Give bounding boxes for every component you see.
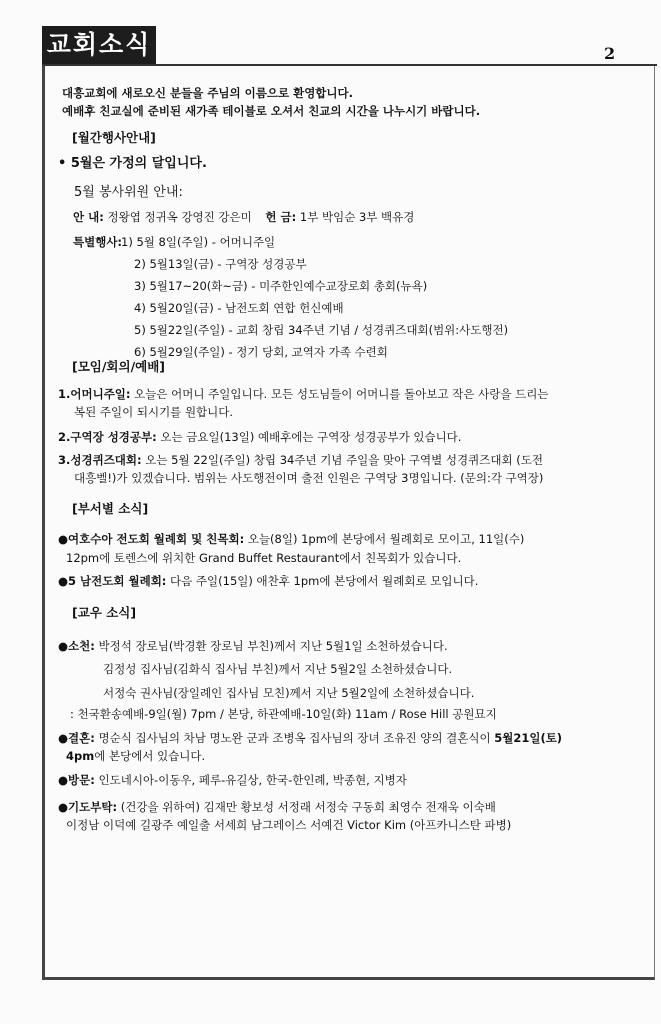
prayer-cont: 이정남 이덕예 길광주 예일출 서세희 남그레이스 서예건 Victor Kim (아프카니스탄 파병) — [66, 818, 512, 832]
department-item-1-text: 오늘(8일) 1pm에 본당에서 월례회로 모이고, 11일(수) — [244, 532, 525, 546]
prayer-notice — [58, 800, 496, 814]
section-heading-members: [교우 소식] — [72, 605, 137, 620]
department-item-2 — [58, 574, 478, 588]
page-title: 교회소식 — [42, 26, 156, 64]
visit-notice — [58, 773, 407, 787]
welcome-line-2: 예배후 친교실에 준비된 새가족 테이블로 오셔서 친교의 시간을 나누시기 바랍니다. — [62, 104, 481, 118]
death-line-2: 김정성 집사님(김화식 집사님 부친)께서 지난 5월2일 소천하셨습니다. — [103, 662, 453, 676]
event-item: 1) 5월 8일(주일) - 어머니주일 — [121, 235, 276, 249]
meeting-item-1-label: 1.어머니주일: — [58, 387, 131, 401]
department-item-2-text: 다음 주일(15일) 애찬후 1pm에 본당에서 월례회로 모입니다. — [166, 574, 479, 588]
department-item-1-cont: 12pm에 토렌스에 위치한 Grand Buffet Restaurant에서 친목회가 있습니다. — [66, 551, 462, 565]
visit-label: ●방문: — [58, 773, 95, 787]
wedding-time: 4pm — [66, 749, 95, 763]
prayer-label: ●기도부탁: — [58, 800, 118, 814]
event-item: 6) 5월29일(주일) - 정기 당회, 교역자 가족 수련회 — [134, 345, 388, 359]
events-label: 특별행사: — [73, 235, 123, 249]
section-heading-monthly: [월간행사안내] — [72, 130, 156, 145]
welcome-line-1: 대흥교회에 새로오신 분들을 주님의 이름으로 환영합니다. — [62, 86, 354, 100]
meeting-item-2 — [58, 430, 461, 444]
guide-names: 정왕엽 정귀옥 강영진 강은미 — [107, 210, 252, 224]
death-line-4: : 천국환송예배-9일(월) 7pm / 본당, 하관예배-10일(화) 11am / Rose Hill 공원묘지 — [70, 707, 497, 721]
wedding-cont — [66, 749, 205, 763]
meeting-item-2-text: 오는 금요일(13일) 예배후에는 구역장 성경공부가 있습니다. — [156, 430, 462, 444]
meeting-item-3-label: 3.성경퀴즈대회: — [58, 453, 142, 467]
death-label: ●소천: — [58, 639, 95, 653]
guide-label: 안 내: — [73, 210, 104, 224]
content-frame — [42, 66, 655, 980]
meeting-item-1-cont: 복된 주일이 되시기를 원합니다. — [74, 405, 234, 419]
meeting-item-3 — [58, 453, 543, 467]
wedding-cont-text: 에 본당에서 있습니다. — [94, 749, 206, 763]
section-heading-departments: [부서별 소식] — [72, 501, 149, 516]
meeting-item-2-label: 2.구역장 성경공부: — [58, 430, 157, 444]
wedding-text: 명순식 집사님의 차남 명노완 군과 조병옥 집사님의 장녀 조유진 양의 결혼식이 — [94, 731, 495, 745]
meeting-item-3-text: 오는 5월 22일(주일) 창립 34주년 기념 주일을 맞아 구역별 성경퀴즈대회 (도전 — [141, 453, 543, 467]
meeting-item-1 — [58, 387, 548, 401]
department-item-1-label: ●여호수아 전도회 월례회 및 친목회: — [58, 532, 245, 546]
event-item: 5) 5월22일(주일) - 교회 창립 34주년 기념 / 성경퀴즈대회(범위:사도행전) — [134, 323, 509, 337]
event-item: 3) 5월17~20(화~금) - 미주한인예수교장로회 총회(뉴욕) — [134, 279, 428, 293]
visit-text: 인도네시아-이동우, 페루-유길상, 한국-한인례, 박종현, 지병자 — [94, 773, 407, 787]
event-item: 4) 5월20일(금) - 남전도회 연합 헌신예배 — [134, 301, 344, 315]
monthly-bullet: • 5월은 가정의 달입니다. — [58, 156, 207, 171]
offering-label: 헌 금: — [265, 210, 297, 224]
meeting-item-3-cont: 대흥벨!)가 있겠습니다. 범위는 사도행전이며 출전 인원은 구역당 3명입니다. (문의:각 구역장) — [74, 471, 544, 485]
offering-names: 1부 박임순 3부 백유경 — [299, 210, 415, 224]
event-item: 2) 5월13일(금) - 구역장 성경공부 — [134, 257, 307, 271]
death-line-1: 박정석 장로님(박경환 장로님 부친)께서 지난 5월1일 소천하셨습니다. — [94, 639, 448, 653]
page-number: 2 — [604, 44, 616, 63]
death-notice — [58, 639, 448, 653]
wedding-date: 5월21일(토) — [494, 731, 563, 745]
volunteers-title: 5월 봉사위원 안내: — [74, 185, 183, 200]
wedding-label: ●결혼: — [58, 731, 95, 745]
prayer-text: (건강을 위하여) 김재만 황보성 서정래 서정숙 구동희 최영수 전재욱 이숙배 — [117, 800, 496, 814]
wedding-notice — [58, 731, 562, 745]
department-item-2-label: ●5 남전도회 월례회: — [58, 574, 167, 588]
volunteer-guide-row — [73, 210, 414, 224]
department-item-1 — [58, 532, 524, 546]
meeting-item-1-text: 오늘은 어머니 주일입니다. 모든 성도님들이 어머니를 돌아보고 작은 사랑을 드리는 — [130, 387, 549, 401]
death-line-3: 서정숙 권사님(장일례인 집사님 모친)께서 지난 5월2일에 소천하셨습니다. — [103, 686, 475, 700]
section-heading-meetings: [모임/회의/예배] — [72, 359, 166, 374]
